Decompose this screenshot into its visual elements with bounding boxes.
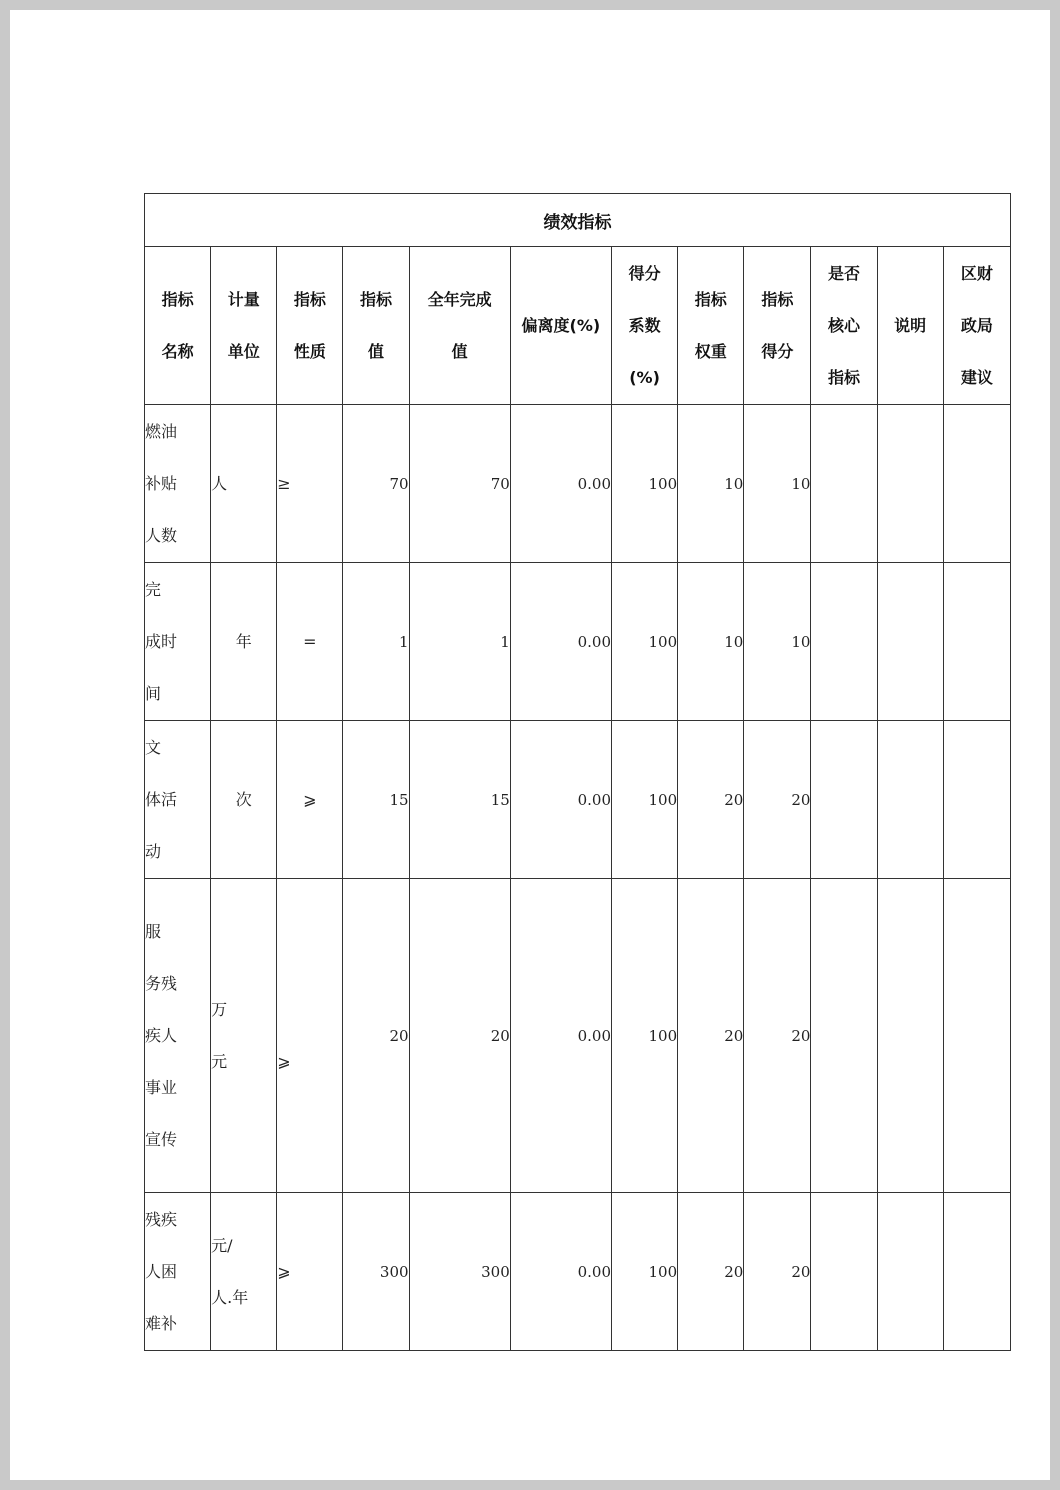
cell-score: 20	[744, 879, 811, 1193]
cell-target: 70	[343, 405, 409, 563]
cell-coefficient: 100	[612, 405, 678, 563]
cell-nature: ⩾	[277, 1193, 343, 1351]
cell-core	[811, 879, 877, 1193]
cell-nature: ⩾	[277, 721, 343, 879]
cell-note	[877, 563, 943, 721]
header-nature: 指标 性质	[277, 247, 343, 405]
header-target-value: 指标 值	[343, 247, 409, 405]
cell-name: 服 务残 疾人 事业 宣传	[145, 879, 211, 1193]
cell-core	[811, 721, 877, 879]
cell-target: 15	[343, 721, 409, 879]
cell-actual: 20	[409, 879, 510, 1193]
table-row	[145, 1193, 1011, 1351]
cell-weight: 20	[678, 721, 744, 879]
cell-core	[811, 1193, 877, 1351]
header-annual-actual: 全年完成 值	[409, 247, 510, 405]
header-deviation: 偏离度(%)	[510, 247, 611, 405]
table-title: 绩效指标	[145, 194, 1011, 247]
cell-actual: 15	[409, 721, 510, 879]
cell-deviation: 0.00	[510, 879, 611, 1193]
header-score: 指标 得分	[744, 247, 811, 405]
table-row	[145, 721, 1011, 879]
cell-unit: 元/ 人.年	[211, 1193, 277, 1351]
cell-weight: 10	[678, 405, 744, 563]
cell-nature: ≥	[277, 405, 343, 563]
cell-weight: 10	[678, 563, 744, 721]
cell-name: 文 体活 动	[145, 721, 211, 879]
document-page	[10, 10, 1050, 1480]
cell-coefficient: 100	[612, 563, 678, 721]
cell-name: 残疾 人困 难补	[145, 1193, 211, 1351]
cell-unit: 次	[211, 721, 277, 879]
table-row	[145, 563, 1011, 721]
cell-nature: =	[277, 563, 343, 721]
cell-coefficient: 100	[612, 721, 678, 879]
cell-actual: 70	[409, 405, 510, 563]
performance-indicator-table	[144, 193, 1011, 1351]
cell-core	[811, 563, 877, 721]
cell-note	[877, 1193, 943, 1351]
cell-coefficient: 100	[612, 1193, 678, 1351]
cell-note	[877, 721, 943, 879]
cell-name: 燃油 补贴 人数	[145, 405, 211, 563]
table-row	[145, 405, 1011, 563]
cell-advice	[943, 563, 1010, 721]
cell-nature: ⩾	[277, 879, 343, 1193]
cell-advice	[943, 721, 1010, 879]
table-row	[145, 879, 1011, 1193]
header-unit: 计量 单位	[211, 247, 277, 405]
header-finance-advice: 区财 政局 建议	[943, 247, 1010, 405]
cell-unit: 年	[211, 563, 277, 721]
cell-note	[877, 879, 943, 1193]
cell-actual: 1	[409, 563, 510, 721]
cell-deviation: 0.00	[510, 721, 611, 879]
cell-name: 完 成时 间	[145, 563, 211, 721]
cell-actual: 300	[409, 1193, 510, 1351]
cell-deviation: 0.00	[510, 1193, 611, 1351]
header-note: 说明	[877, 247, 943, 405]
header-weight: 指标 权重	[678, 247, 744, 405]
header-core-indicator: 是否 核心 指标	[811, 247, 877, 405]
cell-advice	[943, 405, 1010, 563]
header-score-coefficient: 得分 系数 (%)	[612, 247, 678, 405]
cell-score: 10	[744, 563, 811, 721]
cell-coefficient: 100	[612, 879, 678, 1193]
cell-unit: 万 元	[211, 879, 277, 1193]
cell-score: 20	[744, 1193, 811, 1351]
cell-target: 1	[343, 563, 409, 721]
cell-note	[877, 405, 943, 563]
cell-advice	[943, 879, 1010, 1193]
cell-unit: 人	[211, 405, 277, 563]
cell-deviation: 0.00	[510, 563, 611, 721]
cell-advice	[943, 1193, 1010, 1351]
cell-score: 10	[744, 405, 811, 563]
cell-score: 20	[744, 721, 811, 879]
cell-deviation: 0.00	[510, 405, 611, 563]
cell-target: 300	[343, 1193, 409, 1351]
cell-target: 20	[343, 879, 409, 1193]
cell-core	[811, 405, 877, 563]
header-indicator-name: 指标 名称	[145, 247, 211, 405]
cell-weight: 20	[678, 1193, 744, 1351]
cell-weight: 20	[678, 879, 744, 1193]
